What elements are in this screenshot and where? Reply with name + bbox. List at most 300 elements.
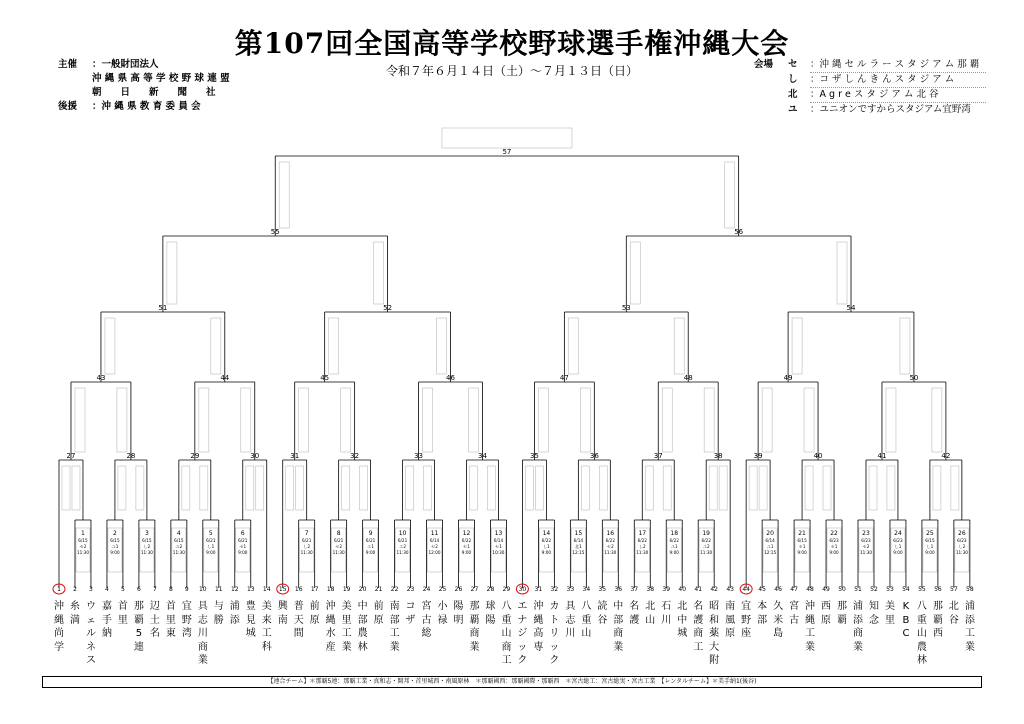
team-name: 名 護 商 工	[693, 601, 704, 653]
first-round-schedule: 9:00	[669, 550, 679, 555]
round3-match-number: 44	[220, 374, 230, 382]
score-box	[704, 388, 714, 452]
draw-position-number: 35	[598, 586, 607, 593]
first-round-number: 1	[81, 530, 85, 537]
draw-position-number: 37	[630, 586, 639, 593]
team-name: 昭 和 薬 大 附	[709, 601, 720, 667]
team-name: 美 里	[884, 601, 895, 626]
semifinal-match-number: 56	[734, 228, 744, 236]
first-round-schedule: セ2	[606, 544, 614, 549]
first-round-number: 25	[926, 530, 934, 537]
first-round-schedule: 12:15	[572, 550, 585, 555]
score-box	[279, 162, 289, 228]
team-name: 前 原	[373, 601, 384, 626]
draw-position-number: 45	[758, 586, 766, 593]
venue-name: ：A g r e ス タ ジ ア ム 北 谷	[810, 88, 986, 103]
first-round-number: 16	[606, 530, 615, 537]
draw-position-number: 21	[374, 586, 383, 593]
team-name: 宜 野 湾	[181, 601, 192, 640]
venue-name: ：ユニオンですからスタジアム宜野湾	[810, 104, 971, 115]
score-box	[341, 388, 351, 452]
score-box	[487, 466, 495, 510]
team-name: 中 部 商 業	[613, 601, 624, 653]
first-round-schedule: セ1	[830, 544, 838, 549]
team-name: 美 来 工 科	[261, 601, 272, 653]
score-box	[241, 388, 251, 452]
first-round-schedule: 6/15	[174, 538, 184, 543]
score-box	[360, 466, 368, 510]
draw-position-number: 10	[198, 586, 207, 593]
round2-match-number: 36	[589, 452, 599, 460]
team-name: 中 部 農 林	[357, 601, 368, 653]
draw-position-number: 31	[534, 586, 543, 593]
footer-note: 【連合チーム】＊那覇5連：那覇工業・真和志・開邦・首里城西・南風原林 ＊那覇國西：那覇國際・那覇西 ＊宮古総工：宮古総実・宮古工業 【レンタルチーム】＊美手納1(後谷)	[42, 676, 982, 688]
first-round-number: 13	[494, 530, 503, 537]
first-round-number: 3	[144, 530, 149, 537]
draw-position-number: 57	[950, 586, 958, 593]
score-box	[869, 466, 877, 510]
team-name: 那 覇 5 連	[133, 601, 144, 653]
first-round-schedule: 6/21	[206, 538, 216, 543]
first-round-schedule: セ2	[862, 544, 870, 549]
first-round-schedule: セ1	[798, 544, 806, 549]
score-box	[932, 388, 942, 452]
score-box	[805, 466, 813, 510]
score-box	[630, 242, 640, 304]
first-round-schedule: 6/22	[605, 538, 616, 543]
round2-match-number: 35	[529, 452, 539, 460]
first-round-number: 23	[862, 530, 870, 537]
team-name: 普 天 間	[293, 601, 304, 640]
team-name: 豊 見 城	[245, 601, 256, 640]
first-round-schedule: 6/14	[429, 538, 440, 543]
first-round-schedule: 6/15	[797, 538, 807, 543]
score-box	[105, 318, 115, 374]
team-name: 沖 縄 工 業	[805, 601, 816, 653]
draw-position-number: 24	[422, 586, 431, 593]
score-box	[199, 388, 209, 452]
score-box	[469, 466, 477, 510]
first-round-schedule: し1	[926, 544, 934, 549]
team-name: 宜 野 座	[741, 601, 752, 640]
score-box	[424, 466, 432, 510]
first-round-schedule: セ2	[335, 544, 343, 549]
first-round-schedule: 10:30	[492, 550, 505, 555]
first-round-schedule: 6/15	[142, 538, 152, 543]
team-name: 那 覇	[837, 601, 848, 626]
draw-position-number: 13	[246, 586, 255, 593]
draw-position-number: 58	[966, 586, 974, 593]
first-round-schedule: セ1	[239, 544, 247, 549]
first-round-schedule: 6/22	[701, 538, 711, 543]
round2-match-number: 31	[290, 452, 300, 460]
first-round-number: 4	[176, 530, 181, 537]
score-box	[900, 318, 910, 374]
team-name: 辺 土 名	[149, 601, 160, 640]
score-box	[62, 466, 70, 510]
team-name: 首 里	[117, 601, 128, 626]
first-round-number: 8	[336, 530, 341, 537]
quarterfinal-match-number: 54	[846, 304, 856, 312]
draw-position-number: 46	[774, 586, 782, 593]
team-name: 興 南	[277, 601, 288, 626]
score-box	[837, 242, 847, 304]
team-name: 宮 古	[789, 601, 800, 626]
team-name: 沖 縄 水 産	[325, 601, 336, 653]
round2-match-number: 40	[813, 452, 823, 460]
first-round-schedule: ユ1	[766, 544, 774, 549]
first-round-number: 19	[702, 530, 711, 537]
first-round-number: 12	[462, 530, 471, 537]
first-round-number: 15	[574, 530, 583, 537]
score-box	[117, 388, 127, 452]
team-name: 本 部	[757, 601, 768, 626]
score-box	[468, 388, 478, 452]
score-box	[725, 162, 735, 228]
score-box	[423, 388, 433, 452]
score-box	[329, 318, 339, 374]
team-name: ウ ェ ル ネ ス	[85, 601, 96, 667]
team-name: 那 覇 商 業	[469, 601, 480, 653]
team-name: 名 護	[629, 601, 640, 626]
first-round-schedule: 6/21	[238, 538, 248, 543]
team-name: 糸 満	[69, 601, 80, 626]
first-round-schedule: 北1	[574, 544, 582, 549]
first-round-schedule: 6/22	[637, 538, 647, 543]
draw-position-number: 55	[918, 586, 926, 593]
first-round-schedule: 12:15	[764, 550, 777, 555]
first-round-number: 11	[430, 530, 439, 537]
score-box	[709, 466, 717, 510]
team-name: 八 重 山 商 工	[501, 601, 512, 667]
team-name: 具 志 川	[565, 601, 576, 640]
draw-position-number: 25	[438, 586, 447, 593]
first-round-schedule: 11:30	[604, 550, 617, 555]
first-round-schedule: ユ2	[175, 544, 183, 549]
first-round-schedule: 6/21	[301, 538, 312, 543]
first-round-schedule: 9:00	[238, 550, 248, 555]
first-round-schedule: ユ1	[367, 544, 375, 549]
draw-position-number: 1	[57, 586, 61, 593]
team-name: 八 重 山 農 林	[916, 601, 927, 667]
draw-position-number: 29	[502, 586, 511, 593]
score-box	[887, 466, 895, 510]
first-round-schedule: し2	[143, 544, 151, 549]
first-round-schedule: ユ2	[702, 544, 710, 549]
score-box	[167, 242, 177, 304]
team-name: 北 谷	[948, 601, 959, 626]
draw-position-number: 54	[902, 586, 910, 593]
first-round-schedule: 6/15	[110, 538, 120, 543]
draw-position-number: 5	[121, 586, 125, 593]
first-round-schedule: 6/23	[957, 538, 967, 543]
venue-name: ：コ ザ し ん き ん ス タ ジ ア ム	[810, 73, 986, 88]
first-round-schedule: 11:30	[396, 550, 409, 555]
round2-match-number: 33	[414, 452, 424, 460]
first-round-schedule: 11:30	[636, 550, 649, 555]
score-box	[200, 466, 208, 510]
draw-position-number: 23	[406, 586, 415, 593]
first-round-schedule: 9:00	[365, 550, 376, 555]
first-round-number: 26	[958, 530, 966, 537]
team-name: 浦 添	[229, 601, 240, 626]
first-round-schedule: 6/22	[669, 538, 679, 543]
draw-position-number: 34	[582, 586, 591, 593]
team-name: 首 里 東	[165, 601, 176, 640]
score-box	[599, 466, 607, 510]
draw-position-number: 53	[886, 586, 894, 593]
team-name: 西 原	[821, 601, 832, 626]
team-name: 与 勝	[213, 601, 224, 626]
organizer-key: 主催	[58, 59, 78, 70]
round2-match-number: 32	[350, 452, 360, 460]
first-round-number: 10	[398, 530, 407, 537]
quarterfinal-match-number: 52	[383, 304, 393, 312]
first-round-number: 7	[304, 530, 309, 537]
score-box	[933, 466, 941, 510]
first-round-schedule: 9:00	[829, 550, 839, 555]
first-round-schedule: 9:00	[206, 550, 216, 555]
score-box	[568, 318, 578, 374]
first-round-number: 24	[894, 530, 902, 537]
first-round-schedule: 9:00	[893, 550, 903, 555]
draw-position-number: 48	[806, 586, 814, 593]
first-round-schedule: 11:30	[955, 550, 968, 555]
draw-position-number: 47	[790, 586, 798, 593]
score-box	[762, 388, 772, 452]
draw-position-number: 16	[294, 586, 303, 593]
draw-position-number: 52	[870, 586, 878, 593]
team-name: 沖 縄 高 専	[533, 601, 544, 653]
first-round-schedule: 11:30	[172, 550, 185, 555]
first-round-schedule: 6/15	[925, 538, 935, 543]
draw-position-number: 11	[214, 586, 223, 593]
draw-position-number: 39	[662, 586, 671, 593]
score-box	[951, 466, 959, 510]
score-box	[804, 388, 814, 452]
score-box	[75, 388, 85, 452]
first-round-number: 14	[542, 530, 551, 537]
draw-position-number: 17	[310, 586, 319, 593]
first-round-schedule: 11:30	[76, 550, 90, 555]
first-round-schedule: セ1	[463, 544, 470, 549]
score-box	[674, 318, 684, 374]
round3-match-number: 48	[683, 374, 693, 382]
draw-position-number: 42	[710, 586, 719, 593]
first-round-schedule: セ2	[79, 544, 87, 549]
team-name: 浦 添 工 業	[964, 601, 975, 653]
first-round-schedule: 6/23	[861, 538, 871, 543]
venue-code: ユ	[788, 104, 798, 115]
team-name: 久 米 島	[773, 601, 784, 640]
organizer-value: 朝 日 新 聞 社	[92, 87, 216, 98]
score-box	[886, 388, 896, 452]
organizer-value: 沖 縄 県 高 等 学 校 野 球 連 盟	[92, 73, 230, 84]
first-round-schedule: 11:30	[700, 550, 713, 555]
score-box	[759, 466, 767, 510]
first-round-schedule: 9:00	[110, 550, 120, 555]
score-box	[538, 388, 548, 452]
team-name: 美 里 工 業	[341, 601, 352, 653]
score-box	[792, 318, 802, 374]
draw-position-number: 51	[854, 586, 862, 593]
round2-match-number: 38	[713, 452, 723, 460]
venue-code: し	[788, 74, 798, 85]
score-box	[342, 466, 350, 510]
first-round-schedule: し2	[958, 544, 966, 549]
score-box	[256, 466, 264, 510]
score-box	[182, 466, 190, 510]
tournament-dates: 令和７年６月１４日（土）～７月１３日（日）	[385, 64, 638, 78]
first-round-schedule: 6/23	[893, 538, 903, 543]
score-box	[823, 466, 831, 510]
organizer-value: ：沖 縄 県 教 育 委 員 会	[92, 101, 201, 112]
round3-match-number: 47	[559, 374, 569, 382]
score-box	[296, 466, 304, 510]
score-box	[299, 388, 309, 452]
draw-position-number: 18	[326, 586, 335, 593]
first-round-schedule: し1	[542, 544, 550, 549]
team-name: 小 禄	[437, 601, 448, 626]
first-round-schedule: し2	[303, 544, 311, 549]
first-round-schedule: 9:00	[797, 550, 807, 555]
draw-position-number: 3	[89, 586, 93, 593]
draw-position-number: 41	[694, 586, 703, 593]
quarterfinal-match-number: 51	[158, 304, 168, 312]
first-round-schedule: セ2	[431, 544, 438, 549]
first-round-schedule: 6/14	[493, 538, 504, 543]
first-round-number: 21	[798, 530, 806, 537]
score-box	[581, 466, 589, 510]
score-box	[136, 466, 144, 510]
team-name: 球 陽	[485, 601, 496, 626]
draw-position-number: 20	[358, 586, 367, 593]
venue-key: 会場	[754, 59, 774, 70]
team-name: 北 中 城	[677, 601, 688, 640]
team-name: 北 山	[645, 601, 656, 626]
draw-position-number: 56	[934, 586, 942, 593]
score-box	[118, 466, 126, 510]
team-name: 南 部 工 業	[389, 601, 400, 653]
final-match-number: 57	[502, 148, 512, 156]
venue-code: 北	[788, 89, 798, 100]
round3-match-number: 46	[446, 374, 455, 382]
team-name: 沖 縄 尚 学	[54, 601, 64, 653]
team-name: コ ザ	[405, 601, 416, 626]
score-box	[437, 318, 447, 374]
first-round-number: 5	[208, 530, 213, 537]
page-title: 第107回全国高等学校野球選手権沖縄大会	[234, 27, 790, 60]
draw-position-number: 8	[168, 586, 173, 593]
team-name: 宮 古 総	[421, 601, 432, 640]
round2-match-number: 29	[190, 452, 200, 460]
score-box	[663, 466, 671, 510]
draw-position-number: 19	[342, 586, 351, 593]
first-round-schedule: 9:00	[541, 550, 552, 555]
semifinal-match-number: 55	[270, 228, 280, 236]
first-round-schedule: ユ1	[670, 544, 678, 549]
draw-position-number: 40	[678, 586, 687, 593]
first-round-schedule: 6/22	[461, 538, 472, 543]
round2-match-number: 28	[126, 452, 136, 460]
first-round-schedule: し2	[638, 544, 646, 549]
score-box	[72, 466, 80, 510]
team-name: 読 谷	[597, 601, 608, 626]
first-round-schedule: 11:30	[859, 550, 873, 555]
draw-position-number: 26	[454, 586, 463, 593]
organizer-key: 後援	[58, 101, 78, 112]
first-round-schedule: 11:30	[300, 550, 313, 555]
draw-position-number: 28	[486, 586, 495, 593]
round2-match-number: 39	[753, 452, 763, 460]
team-name: K B C	[902, 601, 910, 640]
round3-match-number: 50	[909, 374, 919, 382]
score-box	[406, 466, 414, 510]
team-name: 石 川	[661, 601, 672, 626]
first-round-schedule: 9:00	[461, 550, 472, 555]
first-round-schedule: 6/22	[541, 538, 552, 543]
team-name: 前 原	[309, 601, 320, 626]
draw-position-number: 15	[278, 586, 287, 593]
first-round-schedule: 6/14	[765, 538, 775, 543]
first-round-number: 2	[113, 530, 117, 537]
team-name: 浦 添 商 業	[853, 601, 863, 653]
venue-code: セ	[788, 59, 798, 70]
round2-match-number: 41	[877, 452, 887, 460]
draw-position-number: 32	[550, 586, 559, 593]
draw-position-number: 30	[518, 586, 527, 593]
first-round-number: 6	[240, 530, 245, 537]
score-box	[662, 388, 672, 452]
first-round-schedule: ユ2	[399, 544, 406, 549]
first-round-schedule: セ1	[495, 544, 502, 549]
first-round-schedule: 12:00	[428, 550, 441, 555]
draw-position-number: 36	[614, 586, 623, 593]
first-round-schedule: 6/21	[333, 538, 344, 543]
first-round-schedule: 6/15	[78, 538, 88, 543]
round3-match-number: 43	[96, 374, 106, 382]
score-box	[749, 466, 757, 510]
draw-position-number: 50	[838, 586, 846, 593]
first-round-schedule: 11:30	[332, 550, 345, 555]
first-round-schedule: 6/14	[573, 538, 584, 543]
draw-position-number: 9	[184, 586, 189, 593]
first-round-number: 17	[638, 530, 647, 537]
score-box	[525, 466, 533, 510]
first-round-schedule: し1	[894, 544, 902, 549]
first-round-schedule: ユ1	[111, 544, 119, 549]
draw-position-number: 22	[390, 586, 399, 593]
draw-position-number: 33	[566, 586, 575, 593]
draw-position-number: 14	[262, 586, 271, 593]
first-round-schedule: 6/21	[365, 538, 376, 543]
draw-position-number: 2	[73, 586, 77, 593]
score-box	[580, 388, 590, 452]
score-box	[719, 466, 727, 510]
team-name: カ ト リ ッ ク	[549, 601, 560, 667]
draw-position-number: 49	[822, 586, 830, 593]
organizer-value: ：一般財団法人	[92, 59, 159, 70]
first-round-schedule: し1	[207, 544, 215, 549]
draw-position-number: 44	[742, 586, 750, 593]
round2-match-number: 34	[478, 452, 487, 460]
first-round-number: 22	[830, 530, 838, 537]
score-box	[645, 466, 653, 510]
round2-match-number: 27	[66, 452, 76, 460]
team-name: 那 覇 西	[932, 601, 943, 640]
draw-position-number: 12	[230, 586, 239, 593]
draw-position-number: 4	[105, 586, 109, 593]
